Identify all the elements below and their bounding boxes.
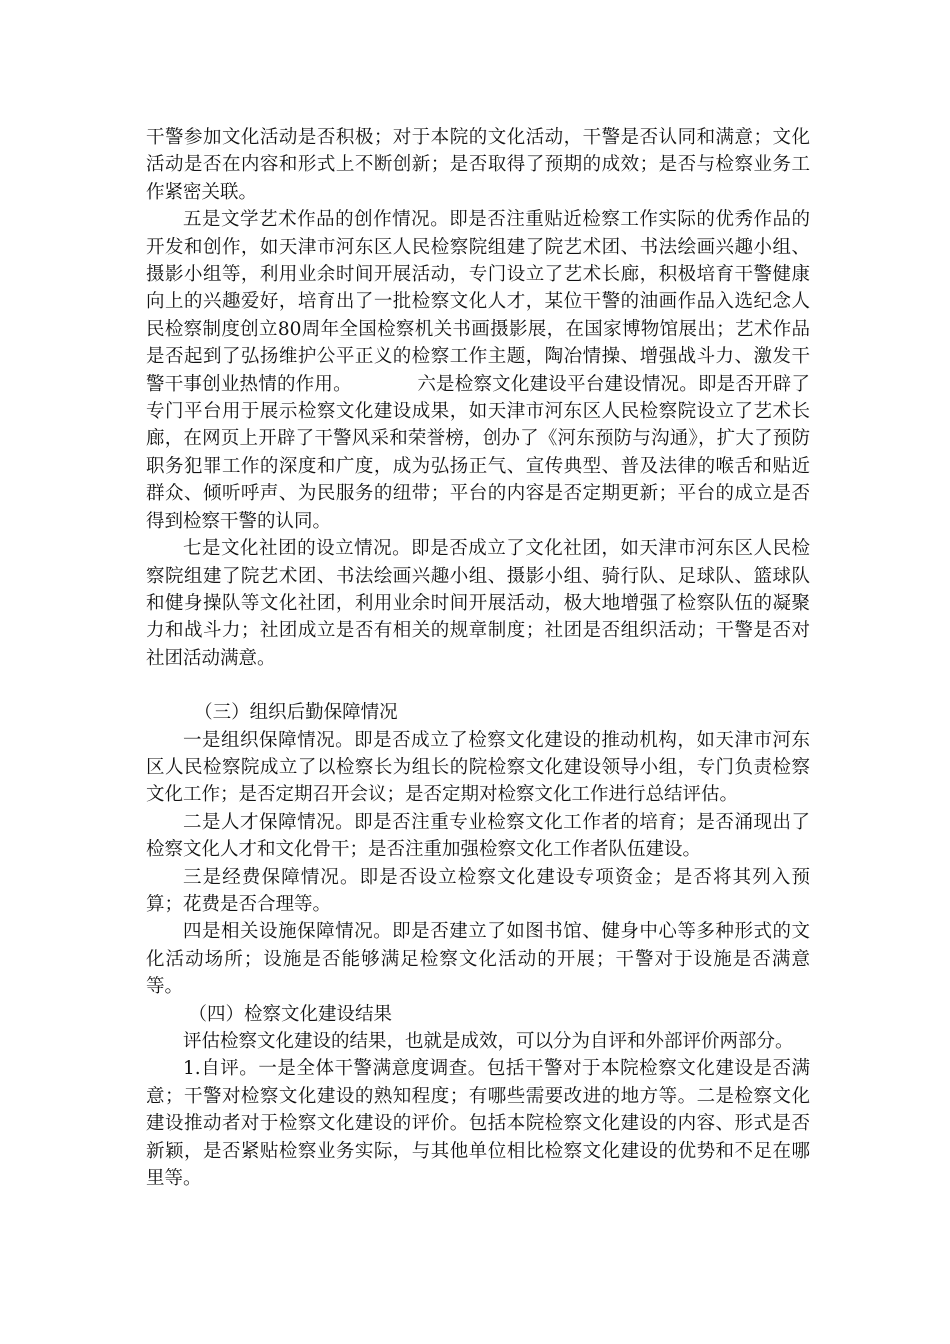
paragraph-facility-support: 四是相关设施保障情况。即是否建立了如图书馆、健身中心等多种形式的文化活动场所；设施是否能够满足检察文化活动的开展；干警对于设施是否满意等。 bbox=[146, 921, 810, 998]
section-heading-results: （四）检察文化建设结果 bbox=[188, 1003, 393, 1025]
paragraph-art-works: 五是文学艺术作品的创作情况。即是否注重贴近检察工作实际的优秀作品的开发和创作，如天津市河东区人民检察院组建了院艺术团、书法绘画兴趣小组、摄影小组等，利用业余时间开展活动，专门设立了艺术长廊，积极培育干警健康向上的兴趣爱好，培育出了一批检察文化人才，某位干警的油画作品入选纪念人民检察制度创立80周年全国检察机关书画摄影展，在国家博物馆展出；艺术作品是否起到了弘扬维护公平正义的检察工作主题，陶冶情操、增强战斗力、激发干警干事创业热情的作用。 六是检察文化建设平台建设情况。即是否开辟了专门平台用于展示检察文化建设成果，如天津市河东区人民检察院设立了艺术长廊，在网页上开辟了干警风采和荣誉榜，创办了《河东预防与沟通》，扩大了预防职务犯罪工作的深度和广度，成为弘扬正气、宣传典型、普及法律的喉舌和贴近群众、倾听呼声、为民服务的纽带；平台的内容是否定期更新；平台的成立是否得到检察干警的认同。 bbox=[146, 209, 810, 532]
paragraph-results-intro: 评估检察文化建设的结果，也就是成效，可以分为自评和外部评价两部分。 bbox=[183, 1031, 794, 1052]
section-heading-logistics: （三）组织后勤保障情况 bbox=[194, 702, 398, 724]
paragraph-organization-support: 一是组织保障情况。即是否成立了检察文化建设的推动机构，如天津市河东区人民检察院成立了以检察长为组长的院检察文化建设领导小组，专门负责检察文化工作；是否定期召开会议；是否定期对检察文化工作进行总结评估。 bbox=[146, 729, 810, 806]
paragraph-talent-support: 二是人才保障情况。即是否注重专业检察文化工作者的培育；是否涌现出了检察文化人才和文化骨干；是否注重加强检察文化工作者队伍建设。 bbox=[146, 811, 810, 861]
paragraph-activity-participation: 干警参加文化活动是否积极；对于本院的文化活动，干警是否认同和满意；文化活动是否在内容和形式上不断创新；是否取得了预期的成效；是否与检察业务工作紧密关联。 bbox=[146, 127, 810, 203]
document-page bbox=[146, 124, 810, 1192]
section-gap bbox=[146, 672, 810, 699]
paragraph-self-evaluation: 1.自评。一是全体干警满意度调查。包括干警对于本院检察文化建设是否满意；干警对检察文化建设的熟知程度；有哪些需要改进的地方等。二是检察文化建设推动者对于检察文化建设的评价。包括本院检察文化建设的内容、形式是否新颖，是否紧贴检察业务实际，与其他单位相比检察文化建设的优势和不足在哪里等。 bbox=[146, 1058, 810, 1190]
paragraph-funding-support: 三是经费保障情况。即是否设立检察文化建设专项资金；是否将其列入预算；花费是否合理等。 bbox=[146, 866, 810, 915]
paragraph-cultural-societies: 七是文化社团的设立情况。即是否成立了文化社团，如天津市河东区人民检察院组建了院艺术团、书法绘画兴趣小组、摄影小组、骑行队、足球队、篮球队和健身操队等文化社团，利用业余时间开展活动，极大地增强了检察队伍的凝聚力和战斗力；社团成立是否有相关的规章制度；社团是否组织活动；干警是否对社团活动满意。 bbox=[146, 538, 810, 669]
